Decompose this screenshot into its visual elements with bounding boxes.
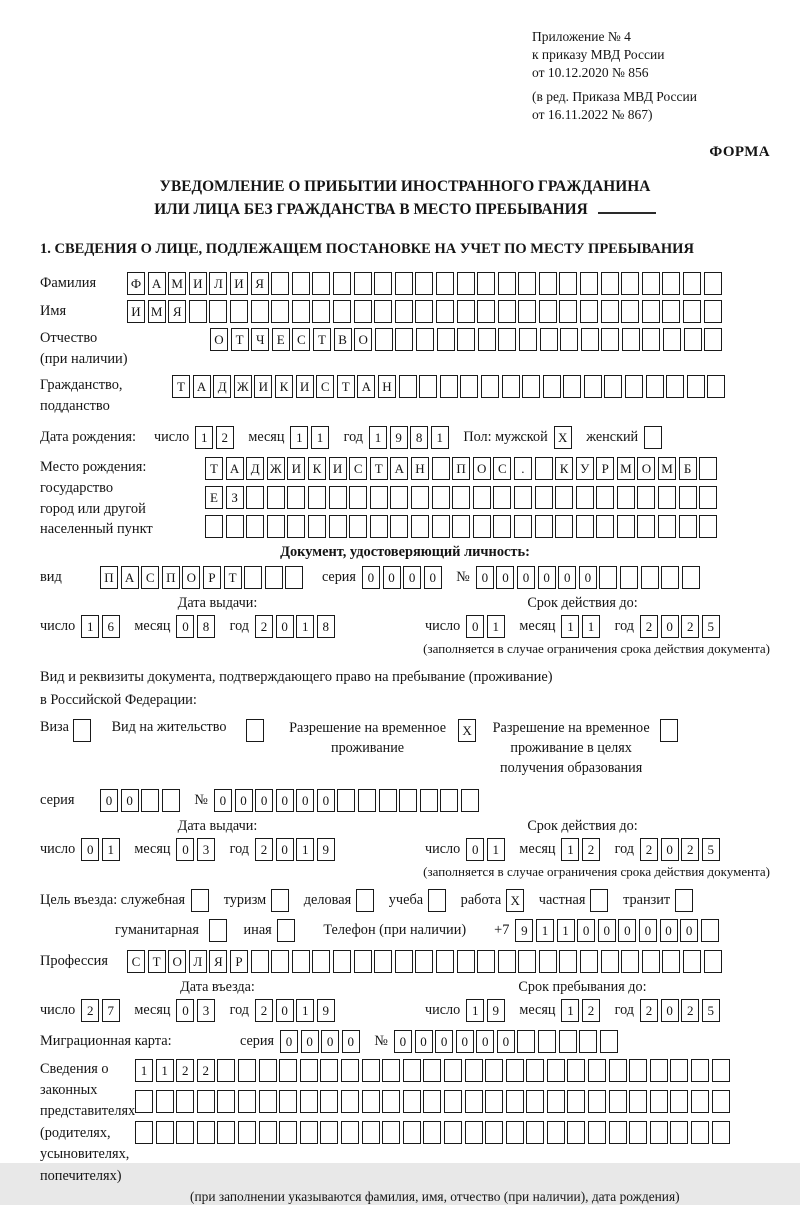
section1-heading: 1. СВЕДЕНИЯ О ЛИЦЕ, ПОДЛЕЖАЩЕМ ПОСТАНОВКЕ НА УЧЕТ ПО МЕСТУ ПРЕБЫВАНИЯ	[40, 241, 694, 258]
migration-card-label: Миграционная карта:	[40, 1032, 172, 1049]
name-boxes[interactable]: И М Я	[127, 300, 724, 323]
purpose-work-checkbox[interactable]: X	[506, 889, 527, 912]
entry-stay-dates	[40, 979, 770, 1022]
migration-series-boxes[interactable]: 0 0 0 0	[280, 1030, 362, 1053]
residence-expiry-year[interactable]: 2 0 2 5	[640, 838, 722, 861]
purpose-option-transit: транзит	[611, 889, 696, 912]
month-label: месяц	[519, 1001, 556, 1018]
expiry-date-header: Срок действия до:	[527, 595, 638, 612]
entry-date-header: Дата въезда:	[180, 978, 255, 995]
permit-rvp-education	[493, 719, 681, 779]
migration-series-label: серия	[240, 1032, 274, 1049]
phone-boxes[interactable]: 9 1 1 0 0 0 0 0 0	[515, 919, 721, 942]
day-label: число	[153, 428, 190, 445]
form-title	[40, 175, 770, 221]
identity-issue-col	[40, 595, 395, 638]
day-label: число	[425, 618, 461, 635]
residence-doc-intro: Вид и реквизиты документа, подтверждающего право на пребывание (проживание) в Российской Федерации:	[40, 669, 553, 708]
birth-place-row1[interactable]: Т А Д Ж И К И С Т А Н П О С . К У Р М О М Б	[205, 457, 720, 480]
patronymic-boxes[interactable]: О Т Ч Е С Т В О	[210, 328, 725, 351]
rvp-education-checkbox[interactable]	[660, 719, 681, 742]
field-legal-representatives	[40, 1059, 770, 1188]
birth-day-boxes[interactable]: 1 2	[195, 426, 236, 449]
identity-expiry-year[interactable]: 2 0 2 5	[640, 615, 722, 638]
expiry-note: (заполняется в случае ограничения срока действия документа)	[423, 641, 770, 657]
identity-doc-heading: Документ, удостоверяющий личность:	[280, 544, 530, 561]
stay-day[interactable]: 1 9	[466, 999, 507, 1022]
sex-female-checkbox[interactable]	[644, 426, 665, 449]
stay-until-header: Срок пребывания до:	[518, 978, 647, 995]
field-surname	[40, 272, 770, 295]
residence-series-boxes[interactable]: 0 0	[100, 789, 182, 812]
birth-place-row2[interactable]: Е З	[205, 486, 720, 509]
year-label: год	[229, 840, 249, 857]
permit-rvp	[289, 719, 479, 759]
entry-day[interactable]: 2 7	[81, 999, 122, 1022]
field-name	[40, 300, 770, 323]
reference-line: от 10.12.2020 № 856	[532, 64, 649, 80]
order-reference-block	[532, 28, 770, 124]
expiry-note: (заполняется в случае ограничения срока действия документа)	[423, 863, 770, 879]
visa-label: Виза	[40, 718, 69, 735]
residence-number-label: №	[194, 791, 208, 808]
reference-line: Приложение № 4	[532, 29, 631, 44]
day-label: число	[40, 1001, 76, 1018]
year-label: год	[614, 618, 634, 635]
doc-series-label: серия	[321, 569, 356, 586]
year-label: год	[614, 1001, 634, 1018]
entry-date-col	[40, 979, 395, 1022]
legal-row3[interactable]	[135, 1121, 732, 1144]
citizenship-boxes[interactable]: Т А Д Ж И К И С Т А Н	[172, 375, 728, 398]
issue-date-header: Дата выдачи:	[177, 817, 258, 834]
entry-month[interactable]: 0 3	[176, 999, 217, 1022]
field-migration-card	[40, 1030, 770, 1053]
month-label: месяц	[134, 840, 171, 857]
year-label: год	[614, 840, 634, 857]
entry-year[interactable]: 2 0 1 9	[255, 999, 337, 1022]
identity-expiry-col	[395, 595, 770, 638]
birth-place-row3[interactable]	[205, 515, 720, 538]
month-label: месяц	[248, 428, 285, 445]
field-patronymic	[40, 328, 770, 370]
birth-year-boxes[interactable]: 1 9 8 1	[369, 426, 451, 449]
legal-representatives-rows	[135, 1059, 732, 1152]
vnj-checkbox[interactable]	[246, 719, 267, 742]
day-label: число	[425, 840, 461, 857]
doc-number-label: №	[456, 569, 470, 586]
field-visit-purpose	[40, 889, 770, 912]
doc-series-boxes[interactable]: 0 0 0 0	[362, 566, 444, 589]
reference-line: от 16.11.2022 № 867)	[532, 107, 653, 123]
reference-line: к приказу МВД России	[532, 46, 665, 62]
birth-month-boxes[interactable]: 1 1	[290, 426, 331, 449]
identity-expiry-month[interactable]: 1 1	[561, 615, 602, 638]
residence-expiry-col	[395, 818, 770, 861]
purpose-study-checkbox[interactable]	[428, 889, 449, 912]
identity-issue-month[interactable]: 0 8	[176, 615, 217, 638]
phone-prefix: +7	[494, 921, 510, 938]
profession-boxes[interactable]: С Т О Л Я Р	[127, 950, 724, 973]
field-residence-series	[40, 789, 770, 812]
purpose-tourism-checkbox[interactable]	[271, 889, 292, 912]
purpose-option-work: работа X	[449, 889, 527, 912]
purpose-option-private: частная	[527, 889, 611, 912]
identity-issue-day[interactable]: 1 6	[81, 615, 122, 638]
purpose-private-checkbox[interactable]	[590, 889, 611, 912]
name-label: Имя	[40, 303, 67, 320]
identity-expiry-day[interactable]: 0 1	[466, 615, 507, 638]
identity-doc-dates	[40, 595, 770, 638]
doc-number-boxes[interactable]: 0 0 0 0 0 0	[476, 566, 703, 589]
doc-type-boxes[interactable]: П А С П О Р Т	[100, 566, 306, 589]
visa-checkbox[interactable]	[73, 719, 94, 742]
surname-label: Фамилия	[40, 275, 97, 292]
month-label: месяц	[519, 840, 556, 857]
purpose-option-study: учеба	[377, 889, 449, 912]
reference-line: (в ред. Приказа МВД России	[532, 89, 697, 105]
form-title-line1: УВЕДОМЛЕНИЕ О ПРИБЫТИИ ИНОСТРАННОГО ГРАЖДАНИНА	[159, 178, 651, 196]
year-label: год	[229, 618, 249, 635]
rvp-education-label: Разрешение на временное проживание в целях получения образования	[492, 719, 650, 776]
title-blank-line	[598, 201, 656, 214]
migration-number-label: №	[374, 1032, 388, 1049]
residence-issue-month[interactable]: 0 3	[176, 838, 217, 861]
identity-issue-year[interactable]: 2 0 1 8	[255, 615, 337, 638]
legal-row2[interactable]	[135, 1090, 732, 1113]
residence-expiry-month[interactable]: 1 2	[561, 838, 602, 861]
year-label: год	[229, 1001, 249, 1018]
residence-expiry-day[interactable]: 0 1	[466, 838, 507, 861]
issue-date-header: Дата выдачи:	[177, 595, 258, 612]
field-citizenship	[40, 375, 770, 417]
purpose-label: Цель въезда: служебная	[40, 891, 186, 908]
residence-doc-dates	[40, 818, 770, 861]
sex-label: Пол: мужской	[463, 428, 548, 445]
purpose-option-business: деловая	[292, 889, 377, 912]
day-label: число	[40, 840, 76, 857]
legal-representatives-note: (при заполнении указываются фамилия, имя, отчество (при наличии), дата рождения)	[190, 1189, 680, 1205]
month-label: месяц	[519, 618, 556, 635]
permit-visa	[40, 719, 94, 742]
stay-month[interactable]: 1 2	[561, 999, 602, 1022]
field-birth-date	[40, 426, 770, 449]
day-label: число	[425, 1001, 461, 1018]
purpose-sluzhebnaya-checkbox[interactable]	[191, 889, 212, 912]
expiry-date-header: Срок действия до:	[527, 817, 638, 834]
residence-issue-year[interactable]: 2 0 1 9	[255, 838, 337, 861]
purpose-business-checkbox[interactable]	[356, 889, 377, 912]
month-label: месяц	[134, 618, 171, 635]
residence-issue-col	[40, 818, 395, 861]
stay-until-col	[395, 979, 770, 1022]
phone-label: Телефон (при наличии)	[323, 921, 467, 938]
doc-type-label: вид	[40, 569, 62, 586]
purpose-other-checkbox[interactable]	[277, 919, 298, 942]
migration-number-boxes[interactable]: 0 0 0 0 0 0	[394, 1030, 621, 1053]
citizenship-label: Гражданство, подданство	[40, 377, 123, 414]
rvp-label: Разрешение на временное проживание	[289, 719, 447, 756]
legal-row1[interactable]: 1 1 2 2	[135, 1059, 732, 1082]
residence-issue-day[interactable]: 0 1	[81, 838, 122, 861]
rvp-checkbox[interactable]: X	[458, 719, 479, 742]
legal-representatives-label: Сведения о законных представителях (родителях, усыновителях, попечителях)	[40, 1060, 136, 1184]
stay-year[interactable]: 2 0 2 5	[640, 999, 722, 1022]
month-label: месяц	[134, 1001, 171, 1018]
purpose-transit-checkbox[interactable]	[675, 889, 696, 912]
residence-series-label: серия	[40, 791, 75, 808]
field-birth-place	[40, 457, 770, 541]
sex-female-label: женский	[586, 428, 639, 445]
purpose-other-label: иная	[243, 921, 272, 938]
year-label: год	[343, 428, 363, 445]
field-identity-doc	[40, 566, 770, 589]
purpose-humanitarian-label: гуманитарная	[115, 921, 199, 938]
birth-place-label: Место рождения: государство город или другой населенный пункт	[40, 458, 153, 538]
residence-permit-options	[40, 719, 770, 779]
surname-boxes[interactable]: Ф А М И Л И Я	[127, 272, 724, 295]
patronymic-label: Отчество (при наличии)	[40, 330, 128, 368]
birth-date-label: Дата рождения:	[40, 428, 136, 445]
day-label: число	[40, 618, 76, 635]
form-title-line2: ИЛИ ЛИЦА БЕЗ ГРАЖДАНСТВА В МЕСТО ПРЕБЫВАНИЯ	[154, 201, 588, 219]
sex-male-checkbox[interactable]: X	[554, 426, 575, 449]
field-visit-purpose-row2	[40, 919, 770, 942]
purpose-option-tourism: туризм	[212, 889, 292, 912]
permit-residence	[112, 719, 268, 742]
purpose-humanitarian-checkbox[interactable]	[209, 919, 230, 942]
profession-label: Профессия	[40, 952, 108, 969]
vnj-label: Вид на жительство	[111, 718, 227, 735]
forma-label: ФОРМА	[709, 144, 770, 161]
birth-place-rows	[205, 457, 720, 538]
field-profession	[40, 950, 770, 973]
residence-number-boxes[interactable]: 0 0 0 0 0 0	[214, 789, 482, 812]
